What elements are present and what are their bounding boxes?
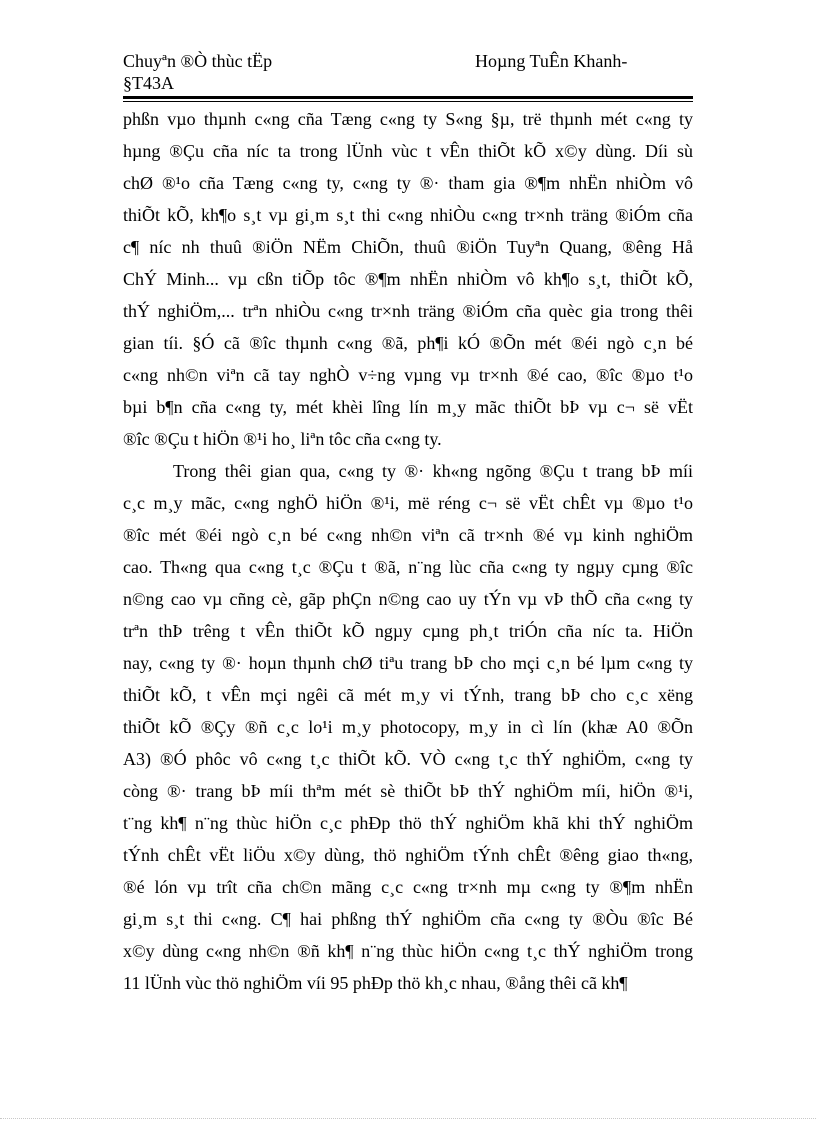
text-line: gian tíi. §Ó cã ®îc thµnh c«ng ®ã, ph¶i kÓ ®Õn mét ®éi ngò c¸n bé	[123, 333, 693, 353]
text-line: c¸c m¸y mãc, c«ng nghÖ hiÖn ®¹i, më réng c¬ së vËt chÊt vµ ®µo t¹o	[123, 493, 693, 513]
text-line: A3) ®Ó phôc vô c«ng t¸c thiÕt kÕ. VÒ c«ng t¸c thÝ nghiÖm, c«ng ty	[123, 749, 693, 769]
text-line: n©ng cao vµ cñng cè, gãp phÇn n©ng cao uy tÝn vµ vÞ thÕ cña c«ng ty	[123, 589, 693, 609]
text-line: ®é lón vµ trît cña ch©n mãng c¸c c«ng tr×nh mµ c«ng ty ®¶m nhËn	[123, 877, 693, 897]
text-line: ®îc ®Çu t hiÖn ®¹i ho¸ liªn tôc cña c«ng ty.	[123, 429, 442, 449]
text-line: gi¸m s¸t thi c«ng. C¶ hai phßng thÝ nghiÖm cña c«ng ty ®Òu ®îc Bé	[123, 909, 693, 929]
text-line: ChÝ Minh... vµ cßn tiÕp tôc ®¶m nhËn nhiÒm vô kh¶o s¸t, thiÕt kÕ,	[123, 269, 693, 289]
header-class-code: §T43A	[123, 73, 174, 93]
paragraph	[123, 455, 693, 999]
text-line: c¶ níc nh thuû ®iÖn NËm ChiÕn, thuû ®iÖn Tuyªn Quang, ®êng Hå	[123, 237, 693, 257]
text-line: thiÕt kÕ, t vÊn mçi ngêi cã mét m¸y vi tÝnh, trang bÞ cho c¸c xëng	[123, 685, 693, 705]
header-author: Hoµng TuÊn Khanh-	[475, 51, 628, 71]
text-line: ®îc mét ®éi ngò c¸n bé c«ng nh©n viªn cã tr×nh ®é vµ kinh nghiÖm	[123, 525, 693, 545]
text-line: thiÕt kÕ, kh¶o s¸t vµ gi¸m s¸t thi c«ng nhiÒu c«ng tr×nh träng ®iÓm cña	[123, 205, 693, 225]
text-line: c«ng nh©n viªn cã tay nghÒ v÷ng vµng vµ tr×nh ®é cao, ®îc ®µo t¹o	[123, 365, 693, 385]
page-bottom-border	[0, 1118, 816, 1119]
text-line: tÝnh chÊt vËt liÖu x©y dùng, thö nghiÖm tÝnh chÊt ®êng giao th«ng,	[123, 845, 693, 865]
text-line: nay, c«ng ty ®· hoµn thµnh chØ tiªu trang bÞ cho mçi c¸n bé lµm c«ng ty	[123, 653, 693, 673]
text-line: hµng ®Çu cña níc ta trong lÜnh vùc t vÊn thiÕt kÕ x©y dùng. Díi sù	[123, 141, 693, 161]
paragraph	[123, 103, 693, 455]
text-line: thÝ nghiÖm,... trªn nhiÒu c«ng tr×nh träng ®iÓm cña quèc gia trong thêi	[123, 301, 693, 321]
text-line: thiÕt kÕ ®Çy ®ñ c¸c lo¹i m¸y photocopy, m¸y in cì lín (khæ A0 ®Õn	[123, 717, 693, 737]
text-line: chØ ®¹o cña Tæng c«ng ty, c«ng ty ®· tham gia ®¶m nhËn nhiÒm vô	[123, 173, 693, 193]
header-rule-thick	[123, 96, 693, 99]
header-rule-thin	[123, 101, 693, 102]
text-line: bµi b¶n cña c«ng ty, mét khèi lîng lín m¸y mãc thiÕt bÞ vµ c¬ së vËt	[123, 397, 693, 417]
text-line: trªn thÞ trêng t vÊn thiÕt kÕ ngµy cµng ph¸t triÓn cña níc ta. HiÖn	[123, 621, 693, 641]
text-line: x©y dùng c«ng nh©n ®ñ kh¶ n¨ng thùc hiÖn c«ng t¸c thÝ nghiÖm trong	[123, 941, 693, 961]
text-line: Trong thêi gian qua, c«ng ty ®· kh«ng ngõng ®Çu t trang bÞ míi	[173, 461, 693, 481]
text-line: 11 lÜnh vùc thö nghiÖm víi 95 phÐp thö kh¸c nhau, ®ång thêi cã kh¶	[123, 973, 628, 993]
text-line: còng ®· trang bÞ míi thªm mét sè thiÕt bÞ thÝ nghiÖm míi, hiÖn ®¹i,	[123, 781, 693, 801]
text-line: phßn vµo thµnh c«ng cña Tæng c«ng ty S«ng §µ, trë thµnh mét c«ng ty	[123, 109, 693, 129]
text-line: t¨ng kh¶ n¨ng thùc hiÖn c¸c phÐp thö thÝ nghiÖm khã khi thÝ nghiÖm	[123, 813, 693, 833]
body-text	[123, 103, 693, 999]
header-topic: Chuyªn ®Ò thùc tËp	[123, 51, 273, 71]
text-line: cao. Th«ng qua c«ng t¸c ®Çu t ®ã, n¨ng lùc cña c«ng ty ngµy cµng ®îc	[123, 557, 693, 577]
